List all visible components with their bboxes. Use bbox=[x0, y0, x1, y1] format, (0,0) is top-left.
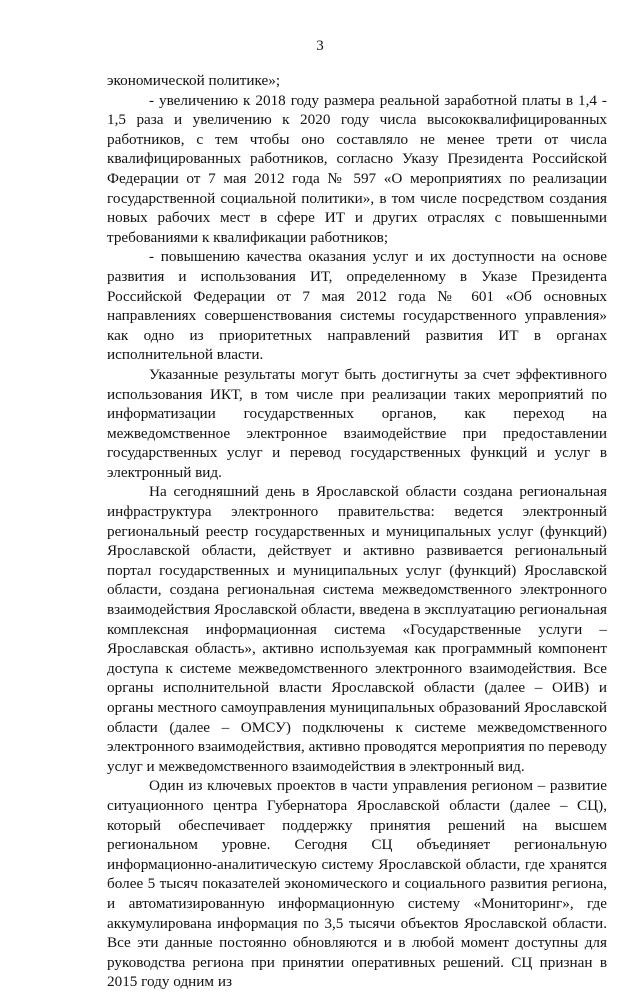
list-item-service-quality: - повышению качества оказания услуг и их доступности на основе развития и использования ИТ, определенному в Указе Президента Российской Федерации от 7 мая 2012 года № 601 «Об основных направлениях совершенствования системы государственного управления» как одно из приоритетных направлений развития ИТ в органах исполнительной власти. bbox=[107, 248, 607, 364]
body-text bbox=[107, 71, 607, 992]
paragraph-continuation: экономической политике»; bbox=[107, 72, 281, 89]
paragraph-situation-center: Один из ключевых проектов в части управления регионом – развитие ситуационного центра Губернатора Ярославской области (далее – СЦ), который обеспечивает поддержку принятия решений на высшем региональном уровне. Сегодня СЦ объединяет региональную информационно-аналитическую систему Ярославской области, где хранятся более 5 тысяч показателей экономического и социального развития региона, и автоматизированную информационную систему «Мониторинг», где аккумулирована информация по 3,5 тысячи объектов Ярославской области. Все эти данные постоянно обновляются и в любой момент доступны для руководства региона при принятии оперативных решений. СЦ признан в 2015 году одним из bbox=[107, 777, 607, 991]
list-item-salary: - увеличению к 2018 году размера реальной заработной платы в 1,4 - 1,5 раза и увеличению к 2020 году числа высококвалифицированных работников, с тем чтобы оно составляло не менее трети от числа квалифицированных работников, согласно Указу Президента Российской Федерации от 7 мая 2012 года № 597 «О мероприятиях по реализации государственной социальной политики», в том числе посредством создания новых рабочих мест в сфере ИТ и других отраслях с повышенными требованиями к квалификации работников; bbox=[107, 91, 607, 246]
paragraph-results: Указанные результаты могут быть достигнуты за счет эффективного использования ИКТ, в том числе при реализации таких мероприятий по информатизации государственных органов, как переход на межведомственное электронное взаимодействие при предоставлении государственных услуг и перевод государственных функций и услуг в электронный вид. bbox=[107, 365, 607, 481]
paragraph-e-government: На сегодняшний день в Ярославской области создана региональная инфраструктура электронного правительства: ведется электронный региональный реестр государственных и муниципальных услуг (функций) Ярославской области, действует и активно развивается региональный портал государственных и муниципальных услуг (функций) Ярославской области, создана региональная система межведомственного электронного взаимодействия Ярославской области, введена в эксплуатацию региональная комплексная информационная система «Государственные услуги – Ярославская область», активно используемая как программный компонент доступа к системе межведомственного электронного взаимодействия. Все органы исполнительной власти Ярославской области (далее – ОИВ) и органы местного самоуправления муниципальных образований Ярославской области (далее – ОМСУ) подключены к системе межведомственного электронного взаимодействия, активно проводятся мероприятия по переводу услуг и межведомственного взаимодействия в электронный вид. bbox=[107, 483, 607, 775]
page-number: 3 bbox=[316, 38, 324, 54]
